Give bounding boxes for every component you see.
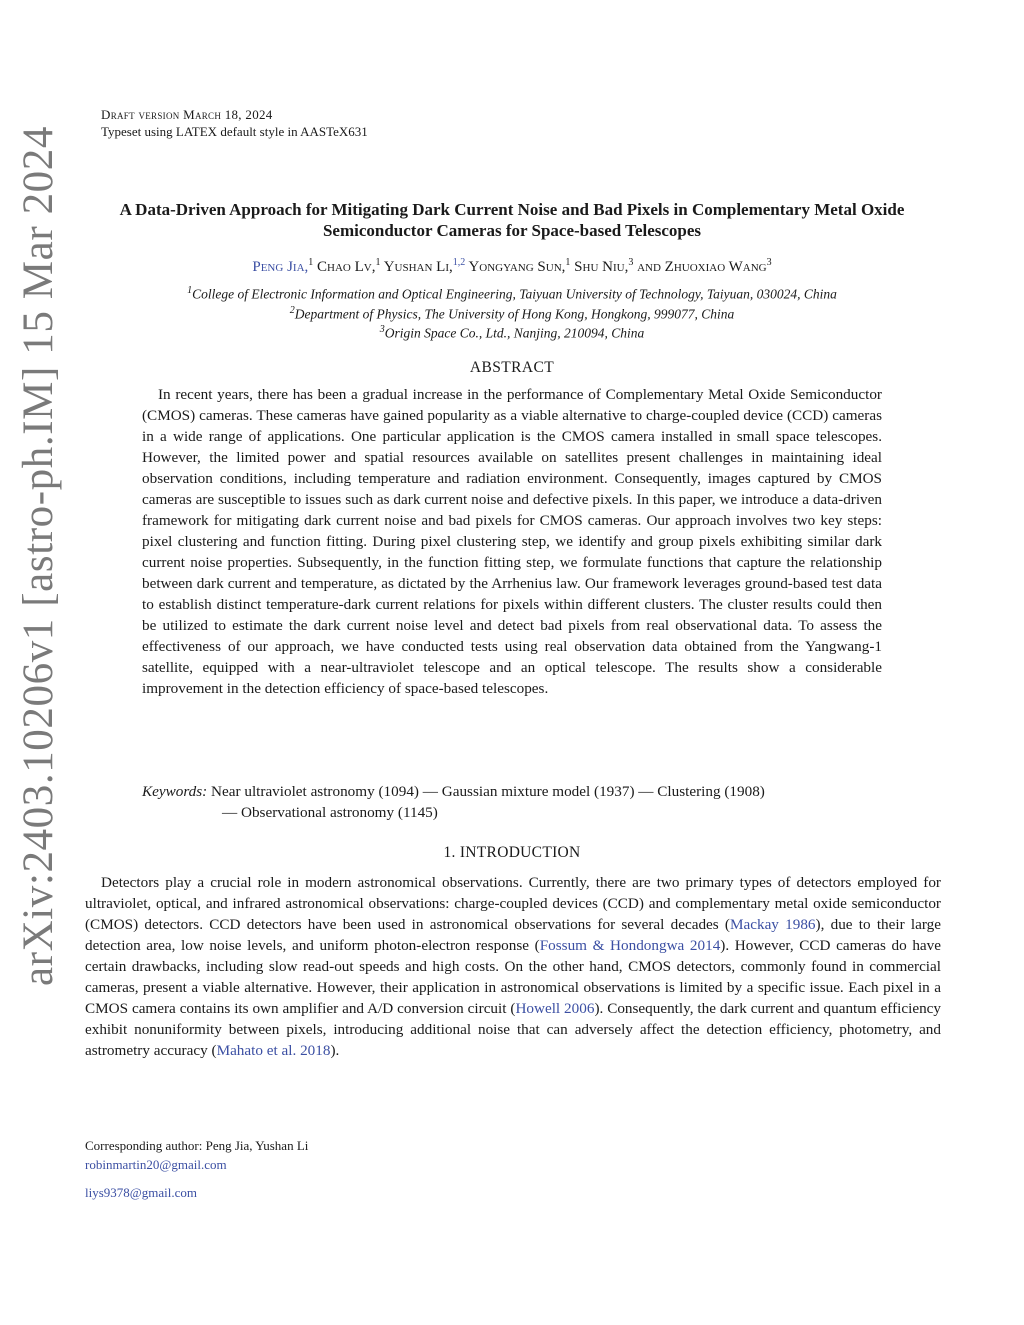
citation-howell[interactable]: Howell 2006: [515, 1000, 595, 1017]
author-yongyang-sun: Yongyang Sun,: [468, 259, 566, 275]
author-sup: 3: [766, 257, 772, 268]
intro-text: ). However, CCD cameras do have certain drawbacks, including slow read-out speeds and high costs. On the other hand, CMOS detectors, commonly found in commercial cameras, present a viable alternative. However, their application in astronomical observations is limited by a specific issue. Each pixel in a CMOS camera contains its own amplifier and A/D conversion circuit (: [85, 937, 941, 1017]
author-yushan-li: Yushan Li,: [383, 259, 453, 275]
author-sup: 3: [628, 257, 634, 268]
author-peng-jia[interactable]: Peng Jia,: [252, 259, 309, 275]
email-link-2[interactable]: liys9378@gmail.com: [85, 1185, 197, 1200]
abstract-text: In recent years, there has been a gradual increase in the performance of Complementary Metal Oxide Semiconductor (CMOS) cameras. These cameras have gained popularity as a viable alternative to charge-coupled device (CCD) cameras in a wide range of applications. One particular application is the CMOS camera installed in small space telescopes. However, the limited power and spatial resources available on satellites present challenges in maintaining ideal observation conditions, including temperature and radiation environment. Consequently, images captured by CMOS cameras are susceptible to issues such as dark current noise and defective pixels. In this paper, we introduce a data-driven framework for mitigating dark current noise and bad pixels for CMOS cameras. Our approach involves two key steps: pixel clustering and function fitting. During pixel clustering step, we identify and group pixels exhibiting similar dark current noise properties. Subsequently, in the function fitting step, we formulate functions that capture the relationship between dark current and temperature, as dictated by the Arrhenius law. Our framework leverages ground-based test data to establish distinct temperature-dark current relations for pixels within different clusters. The cluster results could then be utilized to estimate the dark current noise level and detect bad pixels from real observational data. To assess the effectiveness of our approach, we have conducted tests using real observation data obtained from the Yangwang-1 satellite, equipped with a near-ultraviolet telescope and an optical telescope. The results show a considerable improvement in the detection efficiency of space-based telescopes.: [142, 386, 882, 697]
section-heading-introduction: 1. INTRODUCTION: [443, 844, 581, 861]
keywords-line-2: — Observational astronomy (1145): [222, 804, 438, 821]
page-header: [101, 106, 368, 140]
arxiv-stamp: arXiv:2403.10206v1 [astro-ph.IM] 15 Mar 2024: [15, 126, 62, 986]
affiliation-num: 1: [187, 285, 193, 296]
typeset-line: Typeset using LATEX default style in AASTeX631: [101, 124, 368, 139]
draft-version: Draft version March 18, 2024: [101, 107, 273, 122]
author-list: [90, 253, 934, 277]
author-sup: 1: [565, 257, 571, 268]
author-shu-niu: Shu Niu,: [574, 259, 629, 275]
author-sup: 1: [308, 257, 314, 268]
intro-text: ). Consequently, the dark current and quantum efficiency exhibit nonuniformity between pixels, introducing additional noise that can adversely affect the detection efficiency, photometry, and astrometry accuracy (: [85, 1000, 941, 1059]
author-chao-lv: Chao Lv,: [317, 259, 376, 275]
affiliation-num: 3: [379, 324, 385, 335]
keywords-line-1: Near ultraviolet astronomy (1094) — Gaussian mixture model (1937) — Clustering (1908): [211, 783, 765, 800]
citation-mackay[interactable]: Mackay 1986: [729, 916, 816, 933]
citation-fossum[interactable]: Fossum & Hondongwa 2014: [539, 937, 721, 954]
corresponding-author: Corresponding author: Peng Jia, Yushan Li: [85, 1138, 309, 1153]
author-sup: 1: [375, 257, 381, 268]
keywords: [142, 781, 882, 823]
affiliation-text: Department of Physics, The University of Hong Kong, Hongkong, 999077, China: [294, 306, 735, 322]
affiliation-text: College of Electronic Information and Optical Engineering, Taiyuan University of Technology, Taiyuan, 030024, China: [192, 286, 837, 302]
author-zhuoxiao-wang: and Zhuoxiao Wang: [637, 259, 767, 275]
affiliation-num: 2: [289, 305, 295, 316]
email-link-1[interactable]: robinmartin20@gmail.com: [85, 1157, 227, 1172]
intro-text: ).: [330, 1042, 340, 1059]
abstract-heading: ABSTRACT: [469, 359, 555, 376]
citation-mahato[interactable]: Mahato et al. 2018: [216, 1042, 331, 1059]
paper-title: A Data-Driven Approach for Mitigating Dark Current Noise and Bad Pixels in Complementary Metal Oxide Semiconductor Cameras for Space-based Telescopes: [119, 200, 905, 240]
author-sup: 1,2: [452, 257, 466, 268]
intro-text: Detectors play a crucial role in modern astronomical observations. Currently, there are two primary types of detectors employed for ultraviolet, optical, and infrared astronomical observations: charge-coupled devices (CCD) and complementary metal oxide semiconductor (CMOS) detectors. CCD detectors have been used in astronomical observations for several decades (: [85, 874, 941, 933]
affiliation-1: [90, 282, 934, 304]
affiliation-3: [90, 321, 934, 343]
affiliation-text: Origin Space Co., Ltd., Nanjing, 210094, China: [384, 325, 645, 341]
introduction-paragraph: [85, 872, 941, 1061]
intro-text: ), due to their large detection area, low noise levels, and uniform photon-electron response (: [85, 916, 941, 954]
keywords-label: Keywords:: [142, 783, 208, 800]
